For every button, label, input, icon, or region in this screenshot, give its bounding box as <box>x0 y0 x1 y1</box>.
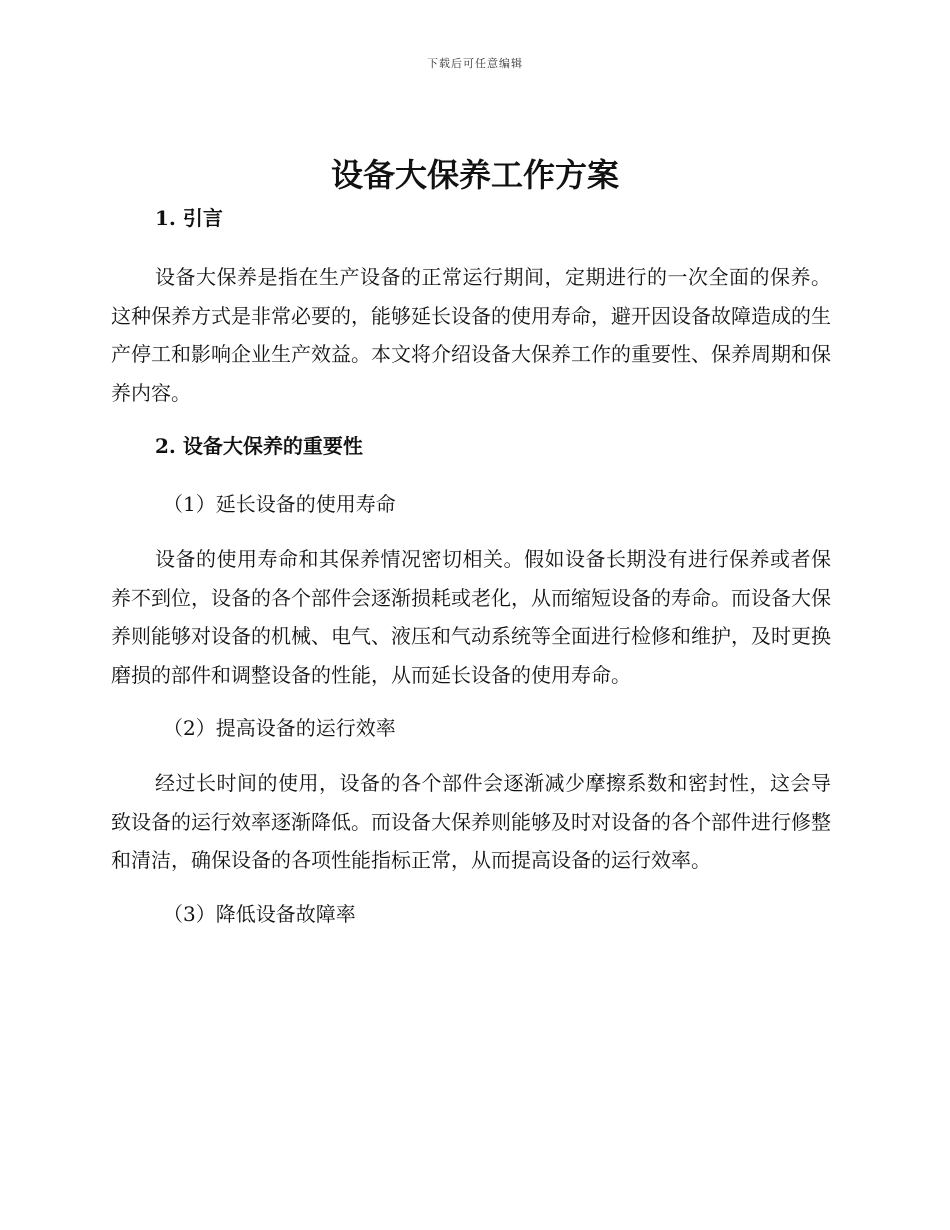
paragraph-extend-lifespan: 设备的使用寿命和其保养情况密切相关。假如设备长期没有进行保养或者保养不到位，设备的各个部件会逐渐损耗或老化，从而缩短设备的寿命。而设备大保养则能够对设备的机械、电气、液压和气动系统等全面进行检修和维护，及时更换磨损的部件和调整设备的性能，从而延长设备的使用寿命。 <box>111 547 831 687</box>
section-heading-importance: 2. 设备大保养的重要性 <box>155 434 363 458</box>
introduction-paragraph: 设备大保养是指在生产设备的正常运行期间，定期进行的一次全面的保养。这种保养方式是非常必要的，能够延长设备的使用寿命，避开因设备故障造成的生产停工和影响企业生产效益。本文将介绍设备大保养工作的重要性、保养周期和保养内容。 <box>111 265 831 405</box>
subheading-extend-lifespan: （1）延长设备的使用寿命 <box>163 492 396 516</box>
page-header-note: 下载后可任意编辑 <box>427 57 523 70</box>
section-heading-introduction: 1. 引言 <box>155 206 223 230</box>
paragraph-improve-efficiency: 经过长时间的使用，设备的各个部件会逐渐减少摩擦系数和密封性，这会导致设备的运行效率逐渐降低。而设备大保养则能够及时对设备的各个部件进行修整和清洁，确保设备的各项性能指标正常，从而提高设备的运行效率。 <box>111 771 831 872</box>
subheading-reduce-failure-rate: （3）降低设备故障率 <box>163 901 356 926</box>
subheading-improve-efficiency: （2）提高设备的运行效率 <box>163 716 396 740</box>
document-title: 设备大保养工作方案 <box>330 156 619 194</box>
document-body <box>111 200 831 950</box>
